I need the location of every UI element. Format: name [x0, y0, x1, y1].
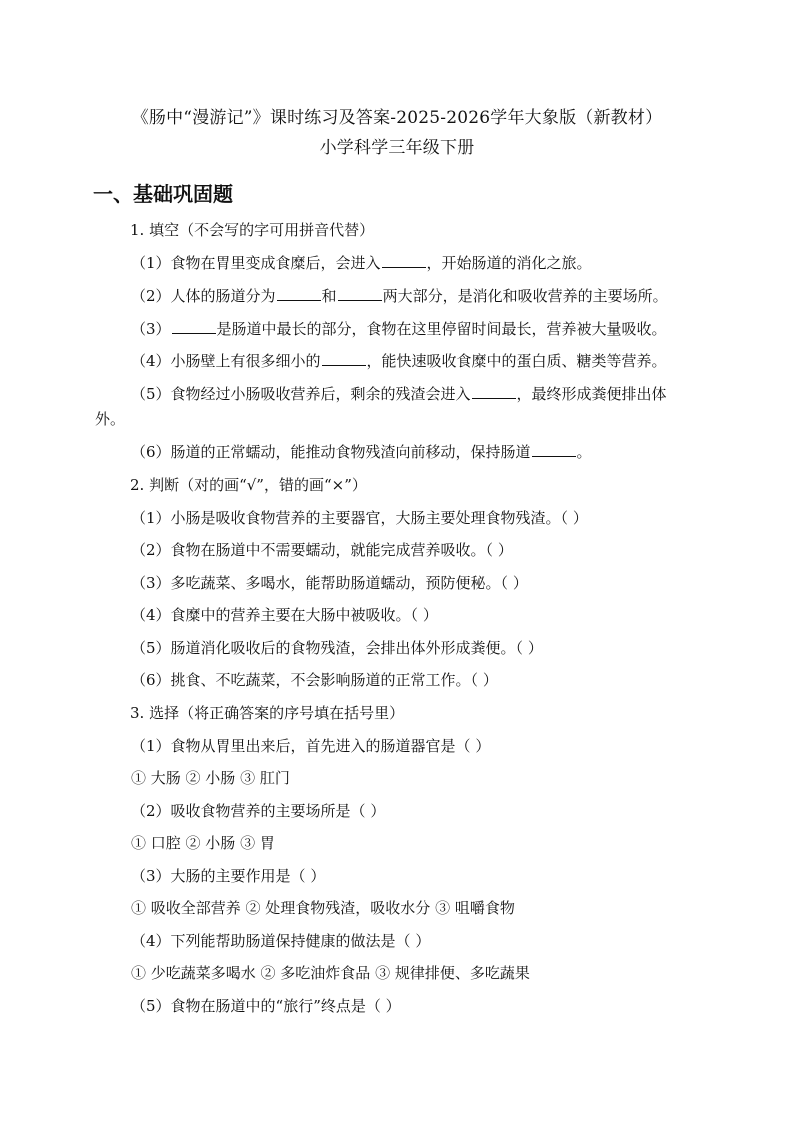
q1-item-4-pre: （4）小肠壁上有很多细小的 [131, 352, 321, 370]
question-3-heading: 3. 选择（将正确答案的序号填在括号里） [130, 704, 405, 722]
q2-item-5: （5）肠道消化吸收后的食物残渣，会排出体外形成粪便。（ ） [131, 639, 543, 657]
q1-item-2-pre: （2）人体的肠道分为 [131, 287, 276, 305]
q1-item-2 [131, 285, 668, 306]
answer-blank[interactable] [172, 319, 216, 334]
document-title-line1: 《肠中“漫游记”》课时练习及答案-2025-2026学年大象版（新教材） [131, 108, 663, 128]
q1-item-2-mid: 和 [321, 287, 337, 305]
q3-item-1-question: （1）食物从胃里出来后，首先进入的肠道器官是（ ） [131, 737, 491, 755]
question-2-heading: 2. 判断（对的画“√”，错的画“×”） [130, 476, 367, 494]
q1-item-5-pre: （5）食物经过小肠吸收营养后，剩余的残渣会进入 [131, 385, 471, 403]
q1-item-2-post: 两大部分，是消化和吸收营养的主要场所。 [382, 287, 668, 305]
q3-item-2-question: （2）吸收食物营养的主要场所是（ ） [131, 802, 386, 820]
q2-item-4: （4）食糜中的营养主要在大肠中被吸收。（ ） [131, 606, 438, 624]
q3-item-2-options: ① 口腔 ② 小肠 ③ 胃 [131, 834, 275, 852]
q1-item-3-pre: （3） [131, 320, 171, 338]
q3-item-3-question: （3）大肠的主要作用是（ ） [131, 867, 326, 885]
q1-item-1-pre: （1）食物在胃里变成食糜后，会进入 [131, 254, 381, 272]
q1-item-1-post: ，开始肠道的消化之旅。 [426, 254, 592, 272]
question-1-heading: 1. 填空（不会写的字可用拼音代替） [130, 221, 375, 239]
q1-item-5-continuation: 外。 [95, 410, 126, 428]
q1-item-3 [131, 318, 667, 339]
q1-item-4 [131, 350, 667, 371]
q3-item-4-options: ① 少吃蔬菜多喝水 ② 多吃油炸食品 ③ 规律排便、多吃蔬果 [131, 964, 530, 982]
q1-item-6-pre: （6）肠道的正常蠕动，能推动食物残渣向前移动，保持肠道 [131, 443, 531, 461]
q1-item-6 [131, 441, 592, 462]
q1-item-3-post: 是肠道中最长的部分，食物在这里停留时间最长，营养被大量吸收。 [216, 320, 667, 338]
answer-blank[interactable] [338, 286, 382, 301]
q1-item-4-post: ，能快速吸收食糜中的蛋白质、糖类等营养。 [366, 352, 667, 370]
answer-blank[interactable] [322, 351, 366, 366]
q2-item-6: （6）挑食、不吃蔬菜，不会影响肠道的正常工作。（ ） [131, 671, 498, 689]
q2-item-2: （2）食物在肠道中不需要蠕动，就能完成营养吸收。（ ） [131, 541, 513, 559]
q2-item-1: （1）小肠是吸收食物营养的主要器官，大肠主要处理食物残渣。（ ） [131, 509, 588, 527]
section-heading-basic: 一、基础巩固题 [93, 182, 233, 206]
answer-blank[interactable] [472, 384, 516, 399]
q1-item-6-post: 。 [576, 443, 592, 461]
answer-blank[interactable] [277, 286, 321, 301]
q1-item-5 [131, 383, 667, 404]
q1-item-5-post: ，最终形成粪便排出体 [516, 385, 667, 403]
answer-blank[interactable] [382, 253, 426, 268]
document-title-line2: 小学科学三年级下册 [319, 138, 475, 158]
answer-blank[interactable] [532, 442, 576, 457]
q3-item-3-options: ① 吸收全部营养 ② 处理食物残渣，吸收水分 ③ 咀嚼食物 [131, 899, 515, 917]
q2-item-3: （3）多吃蔬菜、多喝水，能帮助肠道蠕动，预防便秘。（ ） [131, 574, 528, 592]
q3-item-4-question: （4）下列能帮助肠道保持健康的做法是（ ） [131, 932, 431, 950]
q1-item-1 [131, 252, 592, 273]
q3-item-1-options: ① 大肠 ② 小肠 ③ 肛门 [131, 769, 290, 787]
q3-item-5-question: （5）食物在肠道中的“旅行”终点是（ ） [131, 997, 401, 1015]
